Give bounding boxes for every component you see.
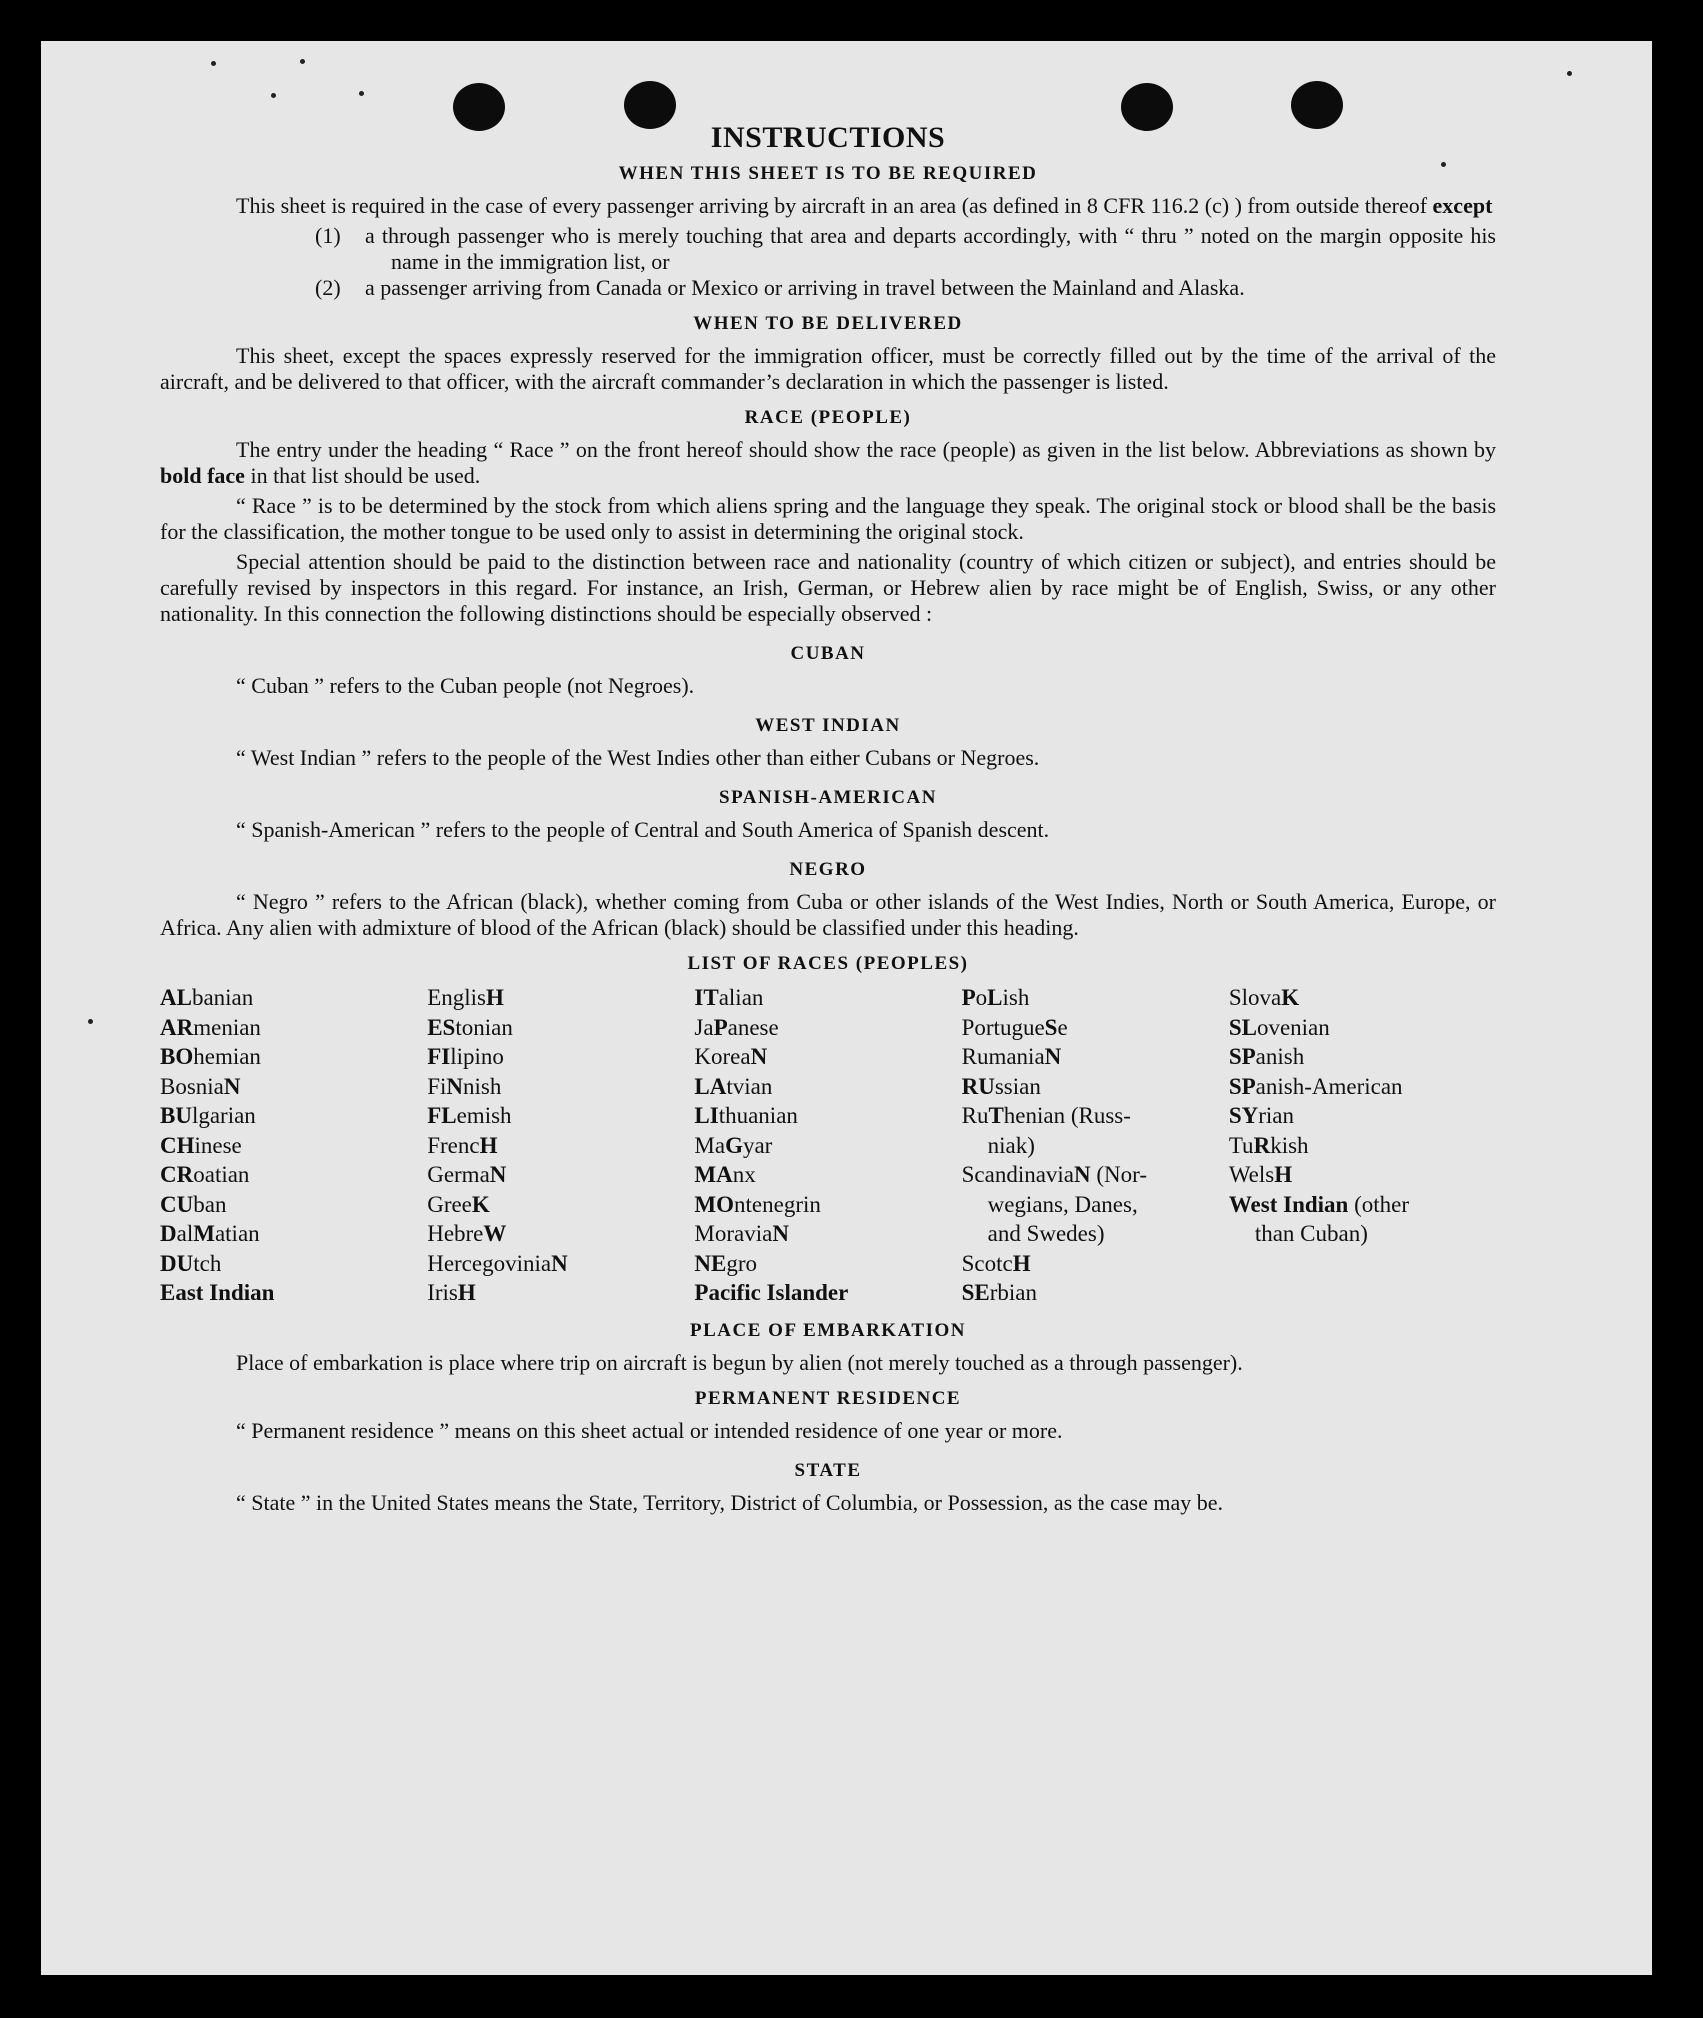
race-text: Gree bbox=[427, 1191, 472, 1217]
race-text: (other bbox=[1348, 1191, 1409, 1217]
race-text: nx bbox=[732, 1162, 756, 1187]
race-entry bbox=[694, 1249, 961, 1279]
races-list bbox=[160, 983, 1496, 1308]
race-text: tvian bbox=[726, 1073, 773, 1099]
item-text: a passenger arriving from Canada or Mexico or arriving in travel between the Mainland and Alaska. bbox=[365, 275, 1245, 300]
race-abbrev: AR bbox=[160, 1014, 194, 1040]
race-text: tch bbox=[193, 1250, 222, 1276]
race-abbrev: MA bbox=[694, 1162, 733, 1187]
item-number: (2) bbox=[315, 275, 341, 300]
race-text: lgarian bbox=[191, 1103, 256, 1128]
race-entry bbox=[160, 1131, 427, 1161]
race-abbrev: IT bbox=[694, 985, 719, 1010]
race-entry bbox=[427, 1249, 694, 1279]
negro-text: “ Negro ” refers to the African (black), whether coming from Cuba or other islands of the West Indies, North or South America, Europe, or Africa. Any alien with admixture of blood of the African (black) should be classified under this heading. bbox=[160, 889, 1496, 940]
race-abbrev: N bbox=[1074, 1162, 1091, 1187]
punch-hole bbox=[453, 83, 505, 131]
race-abbrev: H bbox=[457, 1280, 476, 1305]
race-text: yar bbox=[742, 1132, 773, 1158]
item-number: (1) bbox=[315, 223, 341, 248]
race-entry bbox=[160, 1042, 427, 1072]
race-entry bbox=[962, 1072, 1229, 1102]
race-text: Fi bbox=[427, 1073, 447, 1099]
race-text: oatian bbox=[193, 1162, 250, 1187]
race-text: Hebre bbox=[427, 1221, 484, 1246]
race-entry bbox=[160, 1249, 427, 1279]
race-entry bbox=[962, 1278, 1229, 1308]
race-text: ovenian bbox=[1256, 1014, 1330, 1040]
race-abbrev: East Indian bbox=[160, 1280, 275, 1305]
race-abbrev: SP bbox=[1228, 1044, 1256, 1069]
race-abbrev: M bbox=[193, 1221, 215, 1246]
item-text: a through passenger who is merely touching that area and departs accordingly, with “ thru ” noted on the margin opposite his name in the immigration list, or bbox=[365, 223, 1496, 274]
punch-hole bbox=[624, 81, 676, 129]
race-entry bbox=[694, 1219, 961, 1249]
race-text: Frenc bbox=[427, 1132, 480, 1158]
race-text: (Nor- bbox=[1090, 1162, 1148, 1187]
required-item-2 bbox=[315, 275, 1496, 301]
race-entry bbox=[160, 1013, 427, 1043]
race-abbrev: BU bbox=[160, 1103, 192, 1128]
race-entry bbox=[1229, 1131, 1496, 1161]
race-abbrev: West Indian bbox=[1228, 1191, 1349, 1217]
race-abbrev: N bbox=[446, 1073, 464, 1099]
spanish-american-text: “ Spanish-American ” refers to the people of Central and South America of Spanish descent. bbox=[236, 817, 1050, 842]
race-entry bbox=[1229, 1160, 1496, 1190]
race-abbrev: N bbox=[750, 1044, 768, 1069]
race-abbrev: RU bbox=[961, 1073, 995, 1099]
race-entry bbox=[160, 1219, 427, 1249]
race-text: Portugue bbox=[961, 1014, 1045, 1040]
race-text: nish bbox=[463, 1073, 502, 1099]
race-entry: than Cuban) bbox=[1254, 1221, 1368, 1246]
race-text: al bbox=[176, 1221, 194, 1246]
race-entry bbox=[694, 1072, 961, 1102]
residence-text: “ Permanent residence ” means on this sheet actual or intended residence of one year or more. bbox=[236, 1417, 1063, 1443]
race-abbrev: SP bbox=[1228, 1073, 1256, 1099]
race-abbrev: H bbox=[1012, 1250, 1031, 1276]
speck bbox=[1567, 71, 1572, 76]
west-indian-text: “ West Indian ” refers to the people of the West Indies other than either Cubans or Negroes. bbox=[236, 745, 1040, 770]
race-text: Ru bbox=[961, 1103, 989, 1128]
race-entry bbox=[962, 1249, 1229, 1279]
race-abbrev: DU bbox=[160, 1250, 194, 1276]
race-abbrev: CR bbox=[160, 1162, 194, 1187]
section-heading-negro: NEGRO bbox=[789, 859, 867, 880]
race-entry bbox=[427, 1278, 694, 1308]
race-entry bbox=[962, 983, 1229, 1013]
punch-hole bbox=[1291, 81, 1343, 129]
race-entry bbox=[1229, 1013, 1496, 1043]
speck bbox=[300, 59, 305, 64]
race-entry bbox=[1229, 1072, 1496, 1102]
race-text: ssian bbox=[994, 1073, 1041, 1099]
race-abbrev: FL bbox=[427, 1103, 457, 1128]
required-intro: This sheet is required in the case of every passenger arriving by aircraft in an area (as defined in 8 CFR 116.2 (c) ) from outside thereof except bbox=[236, 193, 1493, 218]
race-entry: wegians, Danes, bbox=[987, 1191, 1138, 1217]
race-entry bbox=[160, 983, 427, 1013]
race-entry bbox=[694, 1190, 961, 1220]
race-abbrev: LI bbox=[694, 1103, 719, 1128]
race-entry bbox=[427, 983, 694, 1013]
race-abbrev: ES bbox=[427, 1014, 456, 1040]
race-abbrev: BO bbox=[160, 1044, 194, 1069]
race-text: tonian bbox=[455, 1014, 513, 1040]
race-entry bbox=[694, 1013, 961, 1043]
race-text: emish bbox=[456, 1103, 512, 1128]
race-entry bbox=[160, 1072, 427, 1102]
race-text: banian bbox=[191, 985, 254, 1010]
race-text: Bosnia bbox=[160, 1073, 224, 1099]
race-entry bbox=[694, 1101, 961, 1131]
race-abbrev: N bbox=[551, 1250, 568, 1276]
race-abbrev: R bbox=[1253, 1132, 1271, 1158]
race-abbrev: MO bbox=[694, 1191, 735, 1217]
race-entry bbox=[160, 1190, 427, 1220]
section-heading-west-indian: WEST INDIAN bbox=[755, 715, 901, 736]
race-entry bbox=[160, 1101, 427, 1131]
section-heading-list-of-races: LIST OF RACES (PEOPLES) bbox=[687, 953, 969, 974]
state-text: “ State ” in the United States means the State, Territory, District of Columbia, or Possession, as the case may be. bbox=[236, 1489, 1224, 1515]
race-abbrev: H bbox=[479, 1132, 498, 1158]
race-text: Iris bbox=[427, 1280, 458, 1305]
race-abbrev: FI bbox=[427, 1044, 451, 1069]
race-abbrev: SL bbox=[1228, 1014, 1257, 1040]
race-abbrev: P bbox=[961, 985, 976, 1010]
race-entry bbox=[427, 1101, 694, 1131]
race-entry bbox=[694, 1160, 961, 1190]
race-entry bbox=[694, 983, 961, 1013]
race-text: hemian bbox=[193, 1044, 261, 1069]
races-column bbox=[427, 983, 694, 1308]
race-text: Hercegovinia bbox=[427, 1250, 552, 1276]
race-text: Germa bbox=[427, 1162, 490, 1187]
race-abbrev: D bbox=[160, 1221, 177, 1246]
race-text: Ma bbox=[694, 1132, 726, 1158]
race-entry bbox=[1229, 1042, 1496, 1072]
race-abbrev: Pacific Islander bbox=[694, 1280, 849, 1305]
race-text: rbian bbox=[989, 1280, 1038, 1305]
race-text: atian bbox=[214, 1221, 260, 1246]
race-abbrev: G bbox=[725, 1132, 743, 1158]
race-text: ban bbox=[193, 1191, 227, 1217]
speck bbox=[271, 93, 276, 98]
race-abbrev: CU bbox=[160, 1191, 194, 1217]
race-abbrev: N bbox=[772, 1221, 789, 1246]
race-entry: niak) bbox=[987, 1132, 1035, 1158]
section-heading-embarkation: PLACE OF EMBARKATION bbox=[690, 1319, 966, 1341]
race-entry bbox=[427, 1042, 694, 1072]
race-abbrev: W bbox=[483, 1221, 507, 1246]
race-paragraph-3: Special attention should be paid to the distinction between race and nationality (country of which citizen or subject), and entries should be carefully revised by inspectors in this regard. For instance, an Irish, German, or Hebrew alien by race might be of English, Swiss, or any other nationality. In this connection the following distinctions should be especially observed : bbox=[160, 549, 1496, 626]
section-heading-spanish-american: SPANISH-AMERICAN bbox=[719, 787, 937, 808]
race-text: kish bbox=[1270, 1132, 1309, 1158]
race-text: thuanian bbox=[718, 1103, 798, 1128]
race-text: anese bbox=[727, 1014, 779, 1040]
race-text: inese bbox=[194, 1132, 242, 1158]
race-abbrev: L bbox=[987, 985, 1003, 1010]
race-text: anish-American bbox=[1255, 1073, 1403, 1099]
races-column bbox=[694, 983, 961, 1308]
race-abbrev: SY bbox=[1228, 1103, 1259, 1128]
race-text: alian bbox=[718, 985, 764, 1010]
punch-hole bbox=[1121, 83, 1173, 131]
race-text: Scandinavia bbox=[961, 1162, 1075, 1187]
race-text: Ja bbox=[694, 1014, 714, 1040]
race-abbrev: N bbox=[489, 1162, 507, 1187]
section-heading-race: RACE (PEOPLE) bbox=[744, 407, 912, 428]
race-text: o bbox=[975, 985, 988, 1010]
race-text: Tu bbox=[1228, 1132, 1254, 1158]
cuban-text: “ Cuban ” refers to the Cuban people (not Negroes). bbox=[236, 673, 695, 698]
race-abbrev: LA bbox=[694, 1073, 727, 1099]
section-heading-state: STATE bbox=[794, 1459, 862, 1481]
section-heading-delivered: WHEN TO BE DELIVERED bbox=[693, 313, 963, 334]
delivered-text: This sheet, except the spaces expressly reserved for the immigration officer, must be correctly filled out by the time of the arrival of the aircraft, and be delivered to that officer, with the aircraft commander’s declaration in which the passenger is listed. bbox=[160, 343, 1496, 394]
race-text: ish bbox=[1002, 985, 1030, 1010]
race-abbrev: K bbox=[1281, 985, 1300, 1010]
instructions-content bbox=[160, 121, 1496, 1520]
race-entry bbox=[427, 1131, 694, 1161]
race-entry bbox=[694, 1042, 961, 1072]
race-abbrev: T bbox=[988, 1103, 1004, 1128]
race-text: e bbox=[1057, 1014, 1068, 1040]
race-abbrev: P bbox=[713, 1014, 728, 1040]
race-abbrev: N bbox=[1044, 1044, 1062, 1069]
race-entry bbox=[694, 1131, 961, 1161]
section-heading-required: WHEN THIS SHEET IS TO BE REQUIRED bbox=[618, 163, 1038, 184]
race-text: lipino bbox=[450, 1044, 504, 1069]
race-text: menian bbox=[193, 1014, 261, 1040]
speck bbox=[359, 91, 364, 96]
race-abbrev: S bbox=[1044, 1014, 1058, 1040]
races-column bbox=[962, 983, 1229, 1308]
race-paragraph-2: “ Race ” is to be determined by the stock from which aliens spring and the language they speak. The original stock or blood shall be the basis for the classification, the mother tongue to be used only to assist in determining the original stock. bbox=[160, 493, 1496, 544]
race-abbrev: H bbox=[1274, 1162, 1293, 1187]
race-text: anish bbox=[1255, 1044, 1305, 1069]
race-text: ntenegrin bbox=[734, 1191, 821, 1217]
section-heading-cuban: CUBAN bbox=[790, 643, 866, 664]
race-abbrev: H bbox=[485, 985, 504, 1010]
race-entry bbox=[962, 1101, 1229, 1131]
race-entry bbox=[694, 1278, 961, 1308]
race-entry bbox=[962, 1160, 1229, 1190]
race-entry bbox=[427, 1219, 694, 1249]
page-title: INSTRUCTIONS bbox=[710, 121, 946, 154]
speck bbox=[88, 1019, 93, 1024]
race-abbrev: SE bbox=[961, 1280, 990, 1305]
section-heading-residence: PERMANENT RESIDENCE bbox=[694, 1387, 962, 1409]
race-entry bbox=[1229, 983, 1496, 1013]
race-text: gro bbox=[726, 1250, 758, 1276]
race-abbrev: CH bbox=[160, 1132, 195, 1158]
race-entry bbox=[962, 1013, 1229, 1043]
race-entry bbox=[427, 1013, 694, 1043]
required-item-1 bbox=[315, 223, 1496, 275]
race-entry bbox=[1229, 1190, 1496, 1220]
races-column bbox=[1229, 983, 1496, 1308]
race-entry bbox=[160, 1160, 427, 1190]
race-text: henian (Russ- bbox=[1003, 1103, 1131, 1128]
race-text: Englis bbox=[427, 985, 486, 1010]
race-text: Slova bbox=[1228, 985, 1282, 1010]
race-text: Moravia bbox=[694, 1221, 773, 1246]
race-text: rian bbox=[1258, 1103, 1294, 1128]
race-text: Wels bbox=[1228, 1162, 1275, 1187]
race-text: Rumania bbox=[961, 1044, 1045, 1069]
race-entry bbox=[962, 1042, 1229, 1072]
embarkation-text: Place of embarkation is place where trip on aircraft is begun by alien (not merely touched as a through passenger). bbox=[236, 1349, 1243, 1375]
race-entry bbox=[1229, 1101, 1496, 1131]
race-entry bbox=[427, 1190, 694, 1220]
race-text: Scotc bbox=[961, 1250, 1013, 1276]
race-abbrev: K bbox=[471, 1191, 490, 1217]
race-text: Korea bbox=[694, 1044, 751, 1069]
speck bbox=[211, 61, 216, 66]
race-entry bbox=[160, 1278, 427, 1308]
race-paragraph-1: The entry under the heading “ Race ” on the front hereof should show the race (people) as given in the list below. Abbreviations as shown by bold face in that list should be used. bbox=[160, 437, 1496, 488]
race-abbrev: AL bbox=[160, 985, 192, 1010]
race-entry bbox=[427, 1072, 694, 1102]
race-entry: and Swedes) bbox=[987, 1221, 1105, 1246]
race-abbrev: N bbox=[223, 1073, 241, 1099]
race-abbrev: NE bbox=[694, 1250, 727, 1276]
races-column bbox=[160, 983, 427, 1308]
race-entry bbox=[427, 1160, 694, 1190]
